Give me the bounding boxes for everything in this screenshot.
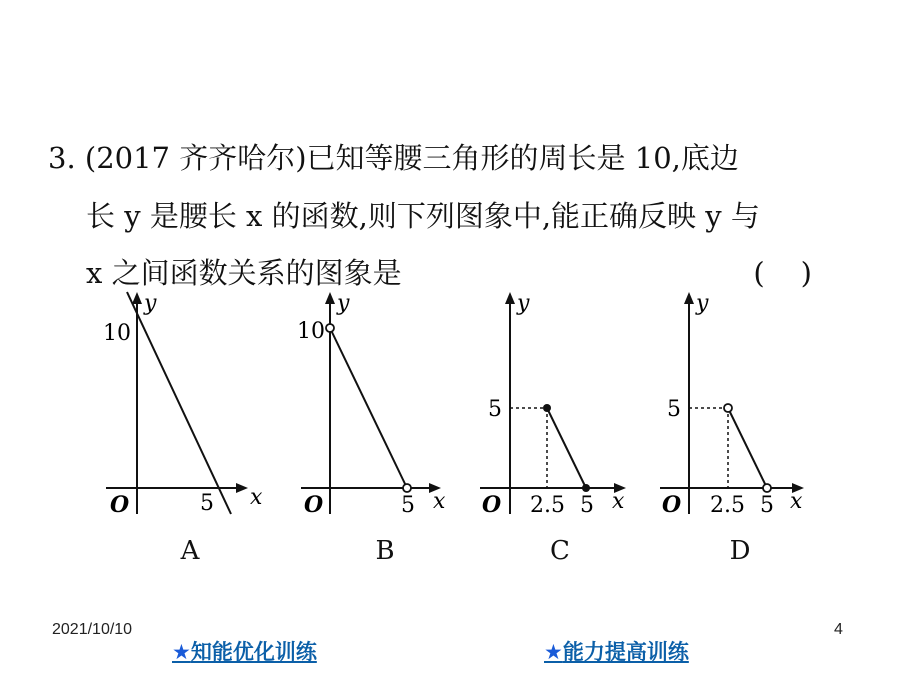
graph-d-plot	[650, 286, 830, 526]
graph-b-label: B	[375, 536, 395, 566]
slide-page-number: 4	[834, 621, 843, 638]
graph-c[interactable]	[470, 286, 650, 566]
star-icon: ★	[544, 640, 563, 664]
graph-d[interactable]	[650, 286, 830, 566]
closed-endpoint-5	[582, 484, 590, 492]
star-icon: ★	[172, 640, 191, 664]
x-tick-5: 5	[760, 493, 774, 518]
x-axis-label: x	[612, 489, 625, 514]
y-axis-arrow	[684, 292, 694, 304]
graph-d-label: D	[729, 536, 751, 566]
graph-a-label: A	[180, 536, 200, 566]
y-axis-label: y	[337, 291, 350, 316]
origin-label: O	[482, 492, 502, 518]
y-axis-label: y	[517, 291, 530, 316]
question-line-2: 长 y 是腰长 x 的函数,则下列图象中,能正确反映 y 与	[86, 199, 760, 233]
origin-label: O	[110, 492, 130, 518]
link-nengli-tigao-label: 能力提高训练	[562, 640, 689, 664]
y-axis-arrow	[505, 292, 515, 304]
y-tick-5: 5	[667, 397, 681, 422]
y-axis-label: y	[696, 291, 709, 316]
y-tick-10: 10	[297, 319, 325, 344]
x-axis-label: x	[250, 485, 263, 510]
open-endpoint-5	[763, 484, 771, 492]
open-endpoint-10	[326, 324, 334, 332]
link-zhineng-youhua-label: 知能优化训练	[190, 640, 317, 664]
y-tick-5: 5	[488, 397, 502, 422]
question-line-3: x 之间函数关系的图象是	[86, 256, 402, 290]
x-tick-2-5: 2.5	[530, 493, 565, 518]
x-axis-label: x	[433, 489, 446, 514]
function-line	[127, 292, 231, 514]
x-tick-5: 5	[580, 493, 594, 518]
graph-c-plot	[470, 286, 650, 526]
open-endpoint-5	[403, 484, 411, 492]
x-axis-label: x	[790, 489, 803, 514]
x-axis-arrow	[236, 483, 248, 493]
link-zhineng-youhua[interactable]	[172, 636, 317, 666]
answer-parentheses: ()	[753, 256, 848, 290]
open-endpoint-2-5	[724, 404, 732, 412]
function-segment	[330, 328, 407, 488]
link-nengli-tigao[interactable]	[544, 636, 689, 666]
function-segment	[547, 408, 586, 488]
graph-a-plot	[100, 286, 280, 526]
y-axis-arrow	[132, 292, 142, 304]
slide-date: 2021/10/10	[52, 621, 133, 638]
question-line-1: 3. (2017 齐齐哈尔)已知等腰三角形的周长是 10,底边	[48, 141, 739, 175]
y-axis-arrow	[325, 292, 335, 304]
y-axis-label: y	[144, 291, 157, 316]
graph-b[interactable]	[295, 286, 475, 566]
x-tick-5: 5	[401, 493, 415, 518]
graph-a[interactable]	[100, 286, 280, 566]
origin-label: O	[662, 492, 682, 518]
y-tick-10: 10	[103, 321, 131, 346]
graph-c-label: C	[550, 536, 570, 566]
x-tick-2-5: 2.5	[710, 493, 745, 518]
graph-b-plot	[295, 286, 475, 526]
x-tick-5: 5	[200, 491, 214, 516]
closed-endpoint-2-5	[543, 404, 551, 412]
origin-label: O	[304, 492, 324, 518]
function-segment	[728, 408, 767, 488]
